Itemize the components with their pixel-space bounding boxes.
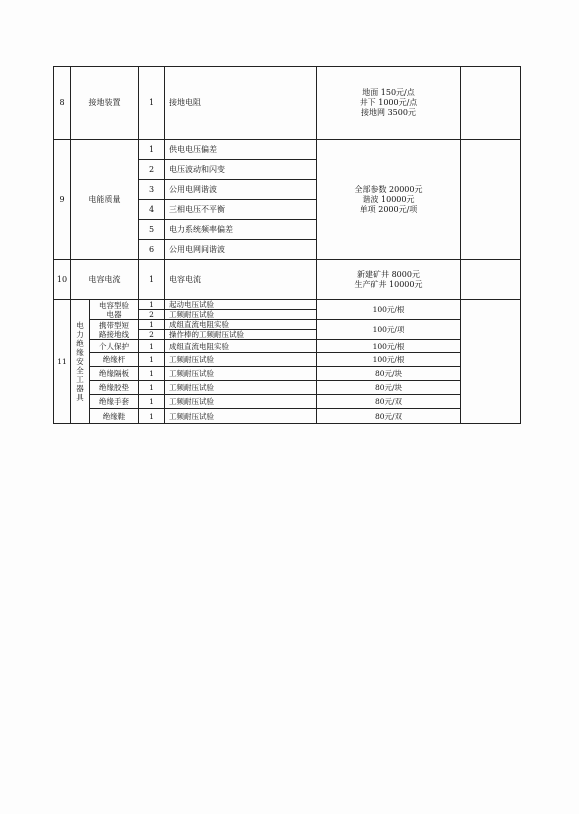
remarks-cell	[461, 67, 521, 140]
sub-item: 电压波动和闪变	[165, 160, 317, 180]
table-row	[54, 353, 521, 367]
fee-line: 地面 150元/点	[362, 88, 415, 97]
sub-item: 接地电阻	[165, 67, 317, 140]
sub-item: 三相电压不平衡	[165, 200, 317, 220]
fee-line: 全部参数 20000元	[354, 184, 423, 194]
table-row	[54, 381, 521, 395]
sub-index: 4	[139, 200, 165, 220]
item-name: 接地装置	[71, 67, 139, 140]
fee-cell	[317, 140, 461, 260]
fee-line: 接地网 3500元	[361, 108, 416, 117]
sub-index: 1	[139, 409, 165, 424]
sub-item: 操作棒的工频耐压试验	[165, 330, 317, 340]
sub-item: 工频耐压试验	[165, 381, 317, 395]
sub-index: 2	[139, 160, 165, 180]
fee-line: 新建矿井 8000元	[357, 269, 420, 279]
fee-line: 单项 2000元/项	[359, 204, 418, 214]
sub-item: 成组直流电阻实验	[165, 340, 317, 353]
table-row	[54, 367, 521, 381]
sub-item: 成组直流电阻实验	[165, 320, 317, 330]
fee-cell: 100元/根	[317, 340, 461, 353]
sub-item: 供电电压偏差	[165, 140, 317, 160]
sub-index: 2	[139, 310, 165, 320]
sub-index: 1	[139, 67, 165, 140]
table-row	[54, 300, 521, 310]
table-row	[54, 320, 521, 330]
tool-name: 电容型验 电器	[90, 300, 139, 320]
sub-item: 电力系统频率偏差	[165, 220, 317, 240]
table-row	[54, 395, 521, 409]
sub-item: 工频耐压试验	[165, 367, 317, 381]
fee-cell: 80元/双	[317, 395, 461, 409]
sub-index: 1	[139, 340, 165, 353]
sub-index: 1	[139, 300, 165, 310]
fee-line: 生产矿井 10000元	[354, 279, 423, 289]
tool-name: 绝缘鞋	[90, 409, 139, 424]
item-name: 电容电流	[71, 260, 139, 300]
table-row	[54, 340, 521, 353]
fee-cell: 80元/块	[317, 381, 461, 395]
sub-item: 公用电网间谐波	[165, 240, 317, 260]
row-number: 11	[54, 300, 71, 424]
row-number: 10	[54, 260, 71, 300]
category-label: 电力绝缘安全工器具	[71, 300, 90, 424]
sub-index: 5	[139, 220, 165, 240]
fee-table-container	[53, 66, 520, 432]
row-number: 9	[54, 140, 71, 260]
sub-index: 1	[139, 367, 165, 381]
tool-name: 个人保护	[90, 340, 139, 353]
tool-name: 携带型短 路接地线	[90, 320, 139, 340]
remarks-cell	[461, 140, 521, 260]
sub-item: 工频耐压试验	[165, 395, 317, 409]
sub-item: 工频耐压试验	[165, 409, 317, 424]
item-name: 电能质量	[71, 140, 139, 260]
sub-item: 电容电流	[165, 260, 317, 300]
table-row	[54, 140, 521, 160]
fee-cell	[317, 260, 461, 300]
sub-index: 1	[139, 381, 165, 395]
sub-item: 起动电压试验	[165, 300, 317, 310]
row-number: 8	[54, 67, 71, 140]
fee-cell: 80元/双	[317, 409, 461, 424]
sub-index: 2	[139, 330, 165, 340]
fee-cell	[317, 67, 461, 140]
fee-cell: 100元/根	[317, 353, 461, 367]
tool-name: 绝缘杆	[90, 353, 139, 367]
sub-item: 工频耐压试验	[165, 353, 317, 367]
sub-index: 6	[139, 240, 165, 260]
sub-index: 1	[139, 140, 165, 160]
fee-line: 井下 1000元/点	[359, 98, 418, 107]
table-row	[54, 67, 521, 140]
sub-index: 3	[139, 180, 165, 200]
sub-item: 公用电网谐波	[165, 180, 317, 200]
remarks-cell	[461, 260, 521, 300]
tool-name: 绝缘隔板	[90, 367, 139, 381]
sub-index: 1	[139, 395, 165, 409]
sub-index: 1	[139, 353, 165, 367]
sub-index: 1	[139, 320, 165, 330]
remarks-cell	[461, 300, 521, 424]
sub-index: 1	[139, 260, 165, 300]
table-row	[54, 260, 521, 300]
tool-name: 绝缘胶垫	[90, 381, 139, 395]
fee-cell: 100元/根	[317, 300, 461, 320]
tool-name: 绝缘手套	[90, 395, 139, 409]
fee-cell: 80元/块	[317, 367, 461, 381]
table-row	[54, 409, 521, 424]
fee-line: 谐波 10000元	[362, 194, 415, 204]
fee-table	[53, 66, 521, 424]
sub-item: 工频耐压试验	[165, 310, 317, 320]
fee-cell: 100元/项	[317, 320, 461, 340]
